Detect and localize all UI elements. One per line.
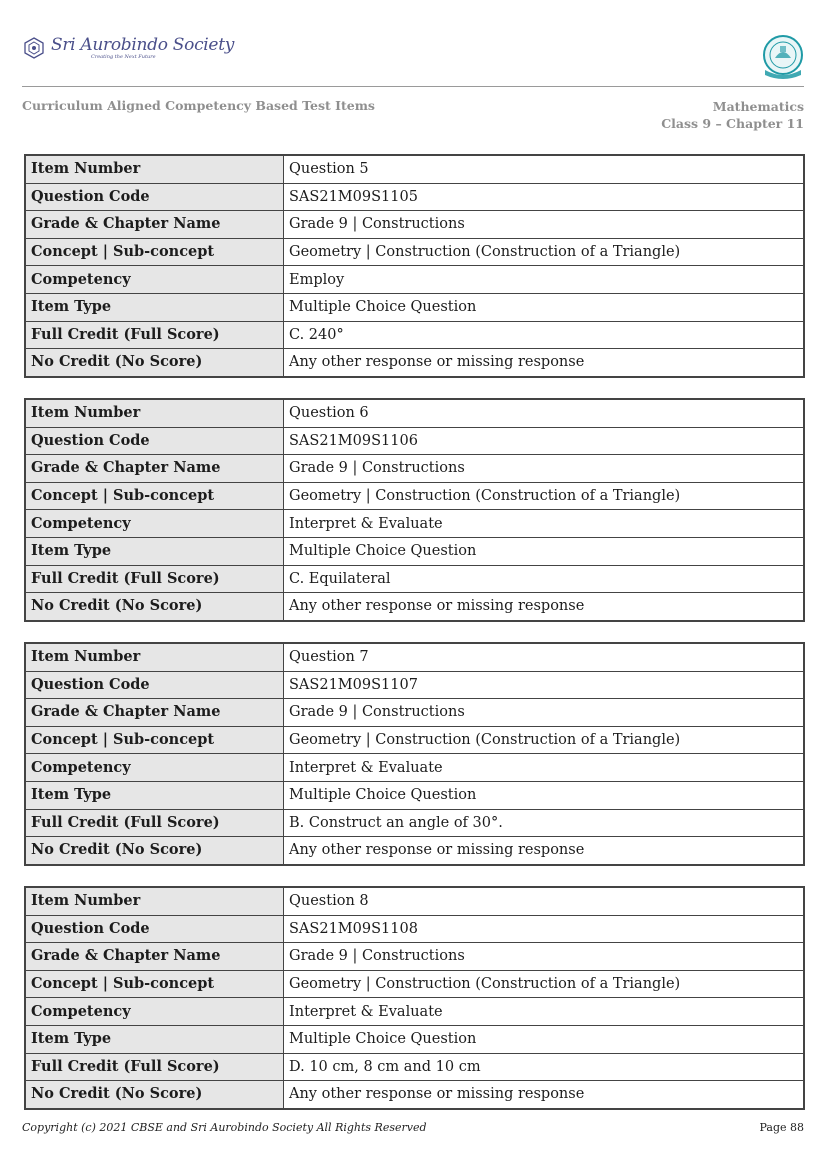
table-row xyxy=(25,183,804,211)
table-row xyxy=(25,726,804,754)
item-number-value: Question 5 xyxy=(284,155,805,183)
grade-chapter-value: Grade 9 | Constructions xyxy=(284,455,805,483)
table-row xyxy=(25,1081,804,1109)
table-row xyxy=(25,266,804,294)
sri-aurobindo-society-logo xyxy=(22,36,234,60)
table-row xyxy=(25,781,804,809)
question-code-label: Question Code xyxy=(25,183,284,211)
item-number-value: Question 6 xyxy=(284,399,805,427)
table-row xyxy=(25,211,804,239)
competency-value: Interpret & Evaluate xyxy=(284,754,805,782)
concept-value: Geometry | Construction (Construction of a Triangle) xyxy=(284,238,805,266)
no-credit-value: Any other response or missing response xyxy=(284,837,805,865)
concept-value: Geometry | Construction (Construction of a Triangle) xyxy=(284,482,805,510)
competency-label: Competency xyxy=(25,510,284,538)
no-credit-label: No Credit (No Score) xyxy=(25,593,284,621)
table-row xyxy=(25,155,804,183)
table-row xyxy=(25,1025,804,1053)
item-table-question-5 xyxy=(24,154,805,378)
item-type-value: Multiple Choice Question xyxy=(284,537,805,565)
grade-chapter-label: Grade & Chapter Name xyxy=(25,211,284,239)
table-row xyxy=(25,399,804,427)
table-row xyxy=(25,643,804,671)
table-row xyxy=(25,565,804,593)
full-credit-label: Full Credit (Full Score) xyxy=(25,1053,284,1081)
concept-label: Concept | Sub-concept xyxy=(25,482,284,510)
grade-chapter-label: Grade & Chapter Name xyxy=(25,455,284,483)
concept-label: Concept | Sub-concept xyxy=(25,238,284,266)
item-number-label: Item Number xyxy=(25,643,284,671)
item-number-label: Item Number xyxy=(25,155,284,183)
no-credit-value: Any other response or missing response xyxy=(284,1081,805,1109)
table-row xyxy=(25,510,804,538)
table-row xyxy=(25,482,804,510)
competency-value: Employ xyxy=(284,266,805,294)
question-code-label: Question Code xyxy=(25,915,284,943)
class-chapter-label: Class 9 – Chapter 11 xyxy=(661,116,804,131)
question-code-value: SAS21M09S1107 xyxy=(284,671,805,699)
grade-chapter-label: Grade & Chapter Name xyxy=(25,943,284,971)
grade-chapter-value: Grade 9 | Constructions xyxy=(284,943,805,971)
table-row xyxy=(25,238,804,266)
item-type-value: Multiple Choice Question xyxy=(284,781,805,809)
item-type-value: Multiple Choice Question xyxy=(284,293,805,321)
grade-chapter-value: Grade 9 | Constructions xyxy=(284,699,805,727)
item-type-value: Multiple Choice Question xyxy=(284,1025,805,1053)
item-number-value: Question 8 xyxy=(284,887,805,915)
table-row xyxy=(25,671,804,699)
concept-value: Geometry | Construction (Construction of a Triangle) xyxy=(284,726,805,754)
question-code-label: Question Code xyxy=(25,671,284,699)
table-row xyxy=(25,537,804,565)
document-subtitle: Curriculum Aligned Competency Based Test Items xyxy=(22,98,375,113)
full-credit-value: B. Construct an angle of 30°. xyxy=(284,809,805,837)
subject-label: Mathematics xyxy=(712,99,804,114)
table-row xyxy=(25,754,804,782)
logo-wordmark: Sri Aurobindo Society xyxy=(51,34,235,55)
item-number-label: Item Number xyxy=(25,399,284,427)
page-number: Page 88 xyxy=(759,1121,804,1134)
item-table-question-6 xyxy=(24,398,805,622)
competency-label: Competency xyxy=(25,754,284,782)
concept-label: Concept | Sub-concept xyxy=(25,970,284,998)
competency-value: Interpret & Evaluate xyxy=(284,510,805,538)
table-row xyxy=(25,321,804,349)
full-credit-label: Full Credit (Full Score) xyxy=(25,565,284,593)
full-credit-value: C. Equilateral xyxy=(284,565,805,593)
subject-info xyxy=(661,98,804,132)
table-row xyxy=(25,349,804,377)
full-credit-label: Full Credit (Full Score) xyxy=(25,321,284,349)
competency-value: Interpret & Evaluate xyxy=(284,998,805,1026)
item-table-question-7 xyxy=(24,642,805,866)
table-row xyxy=(25,915,804,943)
item-type-label: Item Type xyxy=(25,1025,284,1053)
table-row xyxy=(25,970,804,998)
question-code-value: SAS21M09S1105 xyxy=(284,183,805,211)
no-credit-label: No Credit (No Score) xyxy=(25,1081,284,1109)
no-credit-label: No Credit (No Score) xyxy=(25,837,284,865)
question-code-value: SAS21M09S1108 xyxy=(284,915,805,943)
table-row xyxy=(25,887,804,915)
table-row xyxy=(25,943,804,971)
question-code-label: Question Code xyxy=(25,427,284,455)
header-divider xyxy=(22,86,804,87)
item-type-label: Item Type xyxy=(25,781,284,809)
full-credit-label: Full Credit (Full Score) xyxy=(25,809,284,837)
table-row xyxy=(25,837,804,865)
no-credit-value: Any other response or missing response xyxy=(284,349,805,377)
logo-tagline: Creating the Next Future xyxy=(91,53,156,60)
item-table-question-8 xyxy=(24,886,805,1110)
no-credit-label: No Credit (No Score) xyxy=(25,349,284,377)
table-row xyxy=(25,699,804,727)
competency-label: Competency xyxy=(25,998,284,1026)
grade-chapter-value: Grade 9 | Constructions xyxy=(284,211,805,239)
grade-chapter-label: Grade & Chapter Name xyxy=(25,699,284,727)
table-row xyxy=(25,1053,804,1081)
concept-label: Concept | Sub-concept xyxy=(25,726,284,754)
no-credit-value: Any other response or missing response xyxy=(284,593,805,621)
question-code-value: SAS21M09S1106 xyxy=(284,427,805,455)
full-credit-value: C. 240° xyxy=(284,321,805,349)
cbse-seal-logo xyxy=(761,34,805,86)
item-type-label: Item Type xyxy=(25,537,284,565)
concept-value: Geometry | Construction (Construction of a Triangle) xyxy=(284,970,805,998)
item-number-value: Question 7 xyxy=(284,643,805,671)
table-row xyxy=(25,809,804,837)
item-number-label: Item Number xyxy=(25,887,284,915)
table-row xyxy=(25,427,804,455)
table-row xyxy=(25,455,804,483)
item-type-label: Item Type xyxy=(25,293,284,321)
table-row xyxy=(25,998,804,1026)
full-credit-value: D. 10 cm, 8 cm and 10 cm xyxy=(284,1053,805,1081)
copyright-notice: Copyright (c) 2021 CBSE and Sri Aurobindo Society All Rights Reserved xyxy=(22,1121,427,1134)
table-row xyxy=(25,293,804,321)
society-emblem-icon xyxy=(22,36,46,60)
competency-label: Competency xyxy=(25,266,284,294)
table-row xyxy=(25,593,804,621)
